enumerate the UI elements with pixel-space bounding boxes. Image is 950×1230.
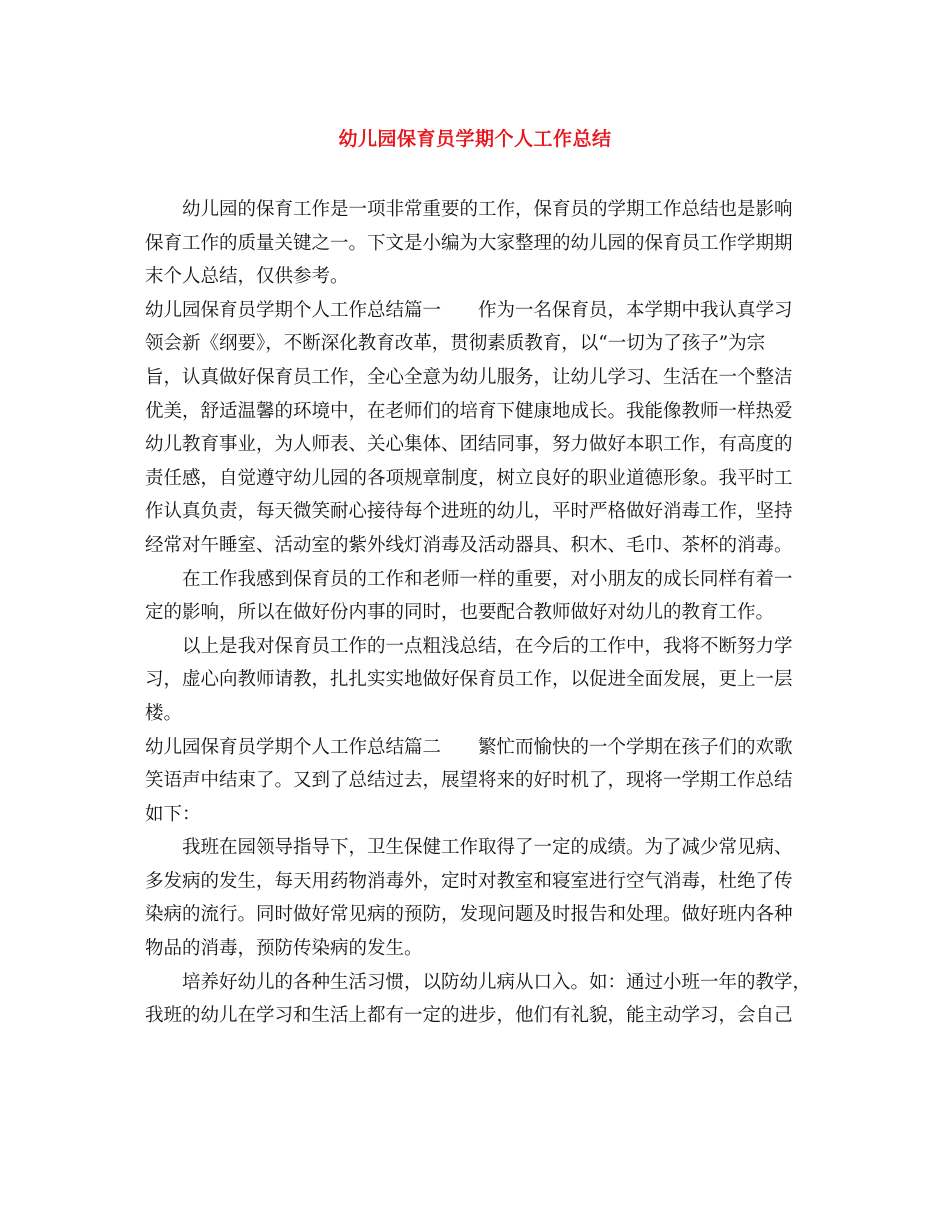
text-line: 责任感，自觉遵守幼儿园的各项规章制度，树立良好的职业道德形象。我平时工 [145, 467, 793, 489]
text-line: 末个人总结，仅供参考。 [145, 266, 349, 288]
text-line: 优美，舒适温馨的环境中，在老师们的培育下健康地成长。我能像教师一样热爱 [145, 400, 793, 422]
text-line: 染病的流行。同时做好常见病的预防，发现问题及时报告和处理。做好班内各种 [145, 904, 793, 926]
text-line: 我班的幼儿在学习和生活上都有一定的进步，他们有礼貌，能主动学习，会自己 [145, 1005, 793, 1027]
text-line: 领会新《纲要》，不断深化教育改革，贯彻素质教育，以“一切为了孩子”为宗 [145, 333, 766, 355]
document-title: 幼儿园保育员学期个人工作总结 [338, 128, 612, 150]
text-line: 幼儿园的保育工作是一项非常重要的工作，保育员的学期工作总结也是影响 [182, 199, 793, 220]
text-line: 楼。 [145, 702, 183, 724]
text-line: 物品的消毒，预防传染病的发生。 [145, 938, 423, 960]
text-line: 经常对午睡室、活动室的紫外线灯消毒及活动器具、积木、毛巾、茶杯的消毒。 [145, 534, 793, 556]
text-line: 定的影响，所以在做好份内事的同时，也要配合教师做好对幼儿的教育工作。 [145, 602, 775, 624]
text-line: 我班在园领导指导下，卫生保健工作取得了一定的成绩。为了减少常见病、 [182, 837, 793, 859]
text-line: 以上是我对保育员工作的一点粗浅总结，在今后的工作中，我将不断努力学 [182, 635, 793, 657]
text-line: 多发病的发生，每天用药物消毒外，定时对教室和寝室进行空气消毒，杜绝了传 [145, 870, 793, 892]
text-line: 旨，认真做好保育员工作，全心全意为幼儿服务，让幼儿学习、生活在一个整洁 [145, 366, 793, 388]
text-line: 如下： [145, 803, 201, 825]
text-line: 笑语声中结束了。又到了总结过去，展望将来的好时机了，现将一学期工作总结 [145, 770, 793, 792]
text-line: 习，虚心向教师请教，扎扎实实地做好保育员工作，以促进全面发展，更上一层 [145, 669, 793, 691]
text-line: 作认真负责，每天微笑耐心接待每个进班的幼儿，平时严格做好消毒工作，坚持 [145, 501, 793, 523]
text-line: 在工作我感到保育员的工作和老师一样的重要，对小朋友的成长同样有着一 [182, 568, 793, 590]
text-line: 培养好幼儿的各种生活习惯，以防幼儿病从口入。如：通过小班一年的教学， [182, 971, 812, 993]
text-line: 幼儿园保育员学期个人工作总结篇二 繁忙而愉快的一个学期在孩子们的欢歌 [145, 736, 793, 758]
document-body [145, 193, 812, 1033]
text-line: 幼儿园保育员学期个人工作总结篇一 作为一名保育员，本学期中我认真学习 [145, 299, 793, 321]
text-line: 保育工作的质量关键之一。下文是小编为大家整理的幼儿园的保育员工作学期期 [145, 232, 793, 254]
text-line: 幼儿教育事业，为人师表、关心集体、团结同事，努力做好本职工作，有高度的 [145, 434, 793, 456]
